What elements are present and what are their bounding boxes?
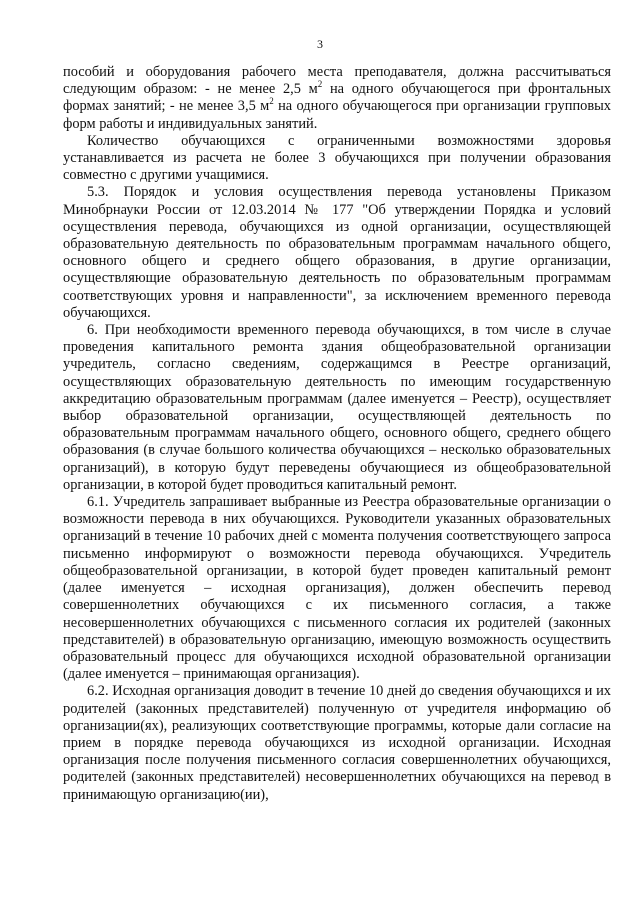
paragraph-student-limit: Количество обучающихся с ограниченными возможностями здоровья устанавливается из расчета не более 3 обучающихся при получении образования совместно с другими учащимися. — [63, 132, 611, 184]
paragraph-room-area — [63, 64, 611, 133]
paragraph-text: пособий и оборудования рабочего места преподавателя, должна рассчитываться следующим образом: - не менее 2,5 м — [63, 64, 611, 98]
document-body — [63, 64, 611, 804]
paragraph-text: на одного обучающегося при организации групповых форм работы и индивидуальных занятий. — [63, 98, 611, 132]
paragraph-6-1: 6.1. Учредитель запрашивает выбранные из Реестра образовательные организации о возможности перевода в них обучающихся. Руководители указанных образовательных организаций в течение 10 рабочих дней с момента получения соответствующего запроса письменно информируют о возможности перевода обучающихся. Учредитель общеобразовательной организации, в которой будет проведен капитальный ремонт (далее именуется – исходная организация), должен обеспечить перевод совершеннолетних обучающихся с их письменного согласия, а также несовершеннолетних обучающихся с письменного согласия их родителей (законных представителей) в образовательную организацию, имеющую возможность осуществить образовательный процесс для обучающихся исходной образовательной организации (далее именуется – принимающая организация). — [63, 494, 611, 683]
page-number: 3 — [317, 37, 323, 51]
paragraph-6-2: 6.2. Исходная организация доводит в течение 10 дней до сведения обучающихся и их родителей (законных представителей) полученную от учредителя информацию об организации(ях), реализующих соответствующие программы, которые дали согласие на прием в порядке перевода обучающихся из исходной организации. Исходная организация после получения письменного согласия совершеннолетних обучающихся, родителей (законных представителей) несовершеннолетних обучающихся на перевод в принимающую организацию(ии), — [63, 683, 611, 803]
paragraph-6: 6. При необходимости временного перевода обучающихся, в том числе в случае проведения капитального ремонта здания общеобразовательной организации учредитель, согласно сведениям, содержащимся в Реестре организаций, осуществляющих образовательную деятельность по имеющим государственную аккредитацию образовательным программам (далее именуется – Реестр), осуществляет выбор образовательной организации, осуществляющей деятельность по образовательным программам начального общего, основного общего, среднего общего образования (в случае большого количества обучающихся – несколько образовательных организаций), в которую будут переведены обучающиеся из общеобразовательной организации, в которой будет проводиться капитальный ремонт. — [63, 322, 611, 493]
paragraph-5-3: 5.3. Порядок и условия осуществления перевода установлены Приказом Минобрнауки России от 12.03.2014 № 177 "Об утверждении Порядка и условий осуществления перевода, обучающихся из одной организации, осуществляющей образовательную деятельность по образовательным программам начального общего, основного общего и среднего общего образования, в другие организации, осуществляющие образовательную деятельность по образовательным программам соответствующих уровня и направленности", за исключением временного перевода обучающихся. — [63, 184, 611, 321]
superscript: 2 — [269, 96, 274, 107]
paragraph-text: на одного обучающегося при фронтальных формах занятий; - не менее 3,5 м — [63, 81, 611, 115]
superscript: 2 — [317, 79, 323, 90]
